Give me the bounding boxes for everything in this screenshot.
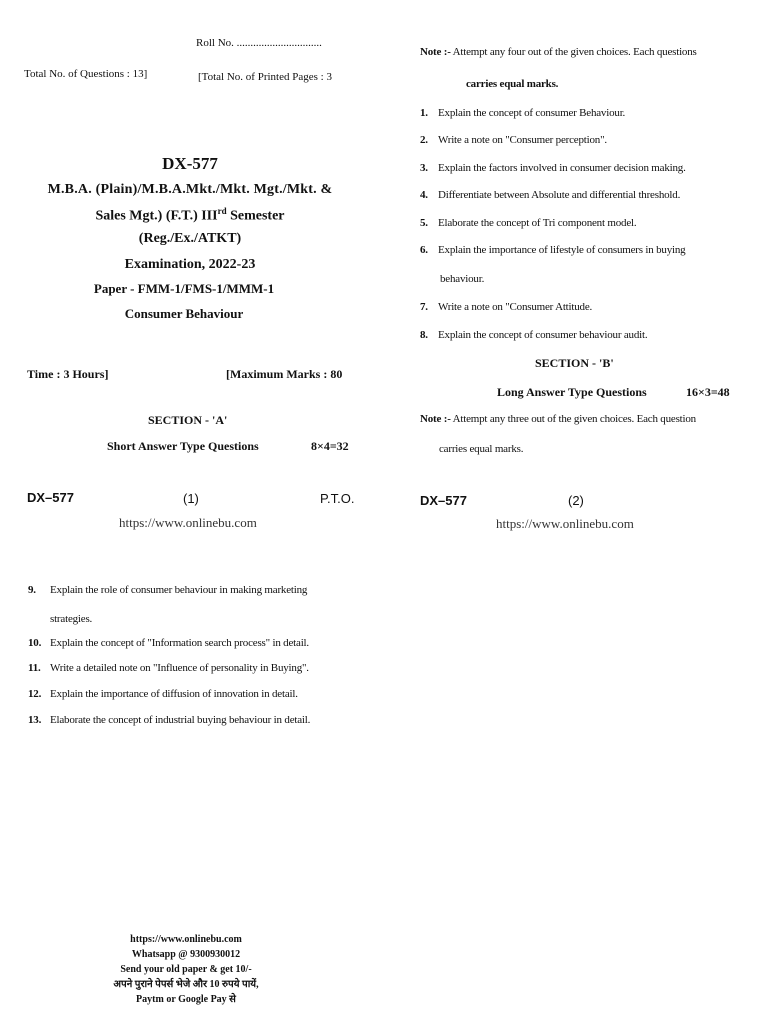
question-item [420, 329, 647, 341]
page1-url[interactable]: https://www.onlinebu.com [119, 515, 257, 530]
promo-line: अपने पुराने पेपर्स भेजे और 10 रुपये पायें, [113, 979, 259, 990]
promo-line: Whatsapp @ 9300930012 [131, 949, 241, 960]
question-text: Explain the importance of lifestyle of consumers in buying [438, 244, 686, 256]
exam-title: Examination, 2022-23 [124, 257, 256, 272]
note2-equal-marks: carries equal marks. [439, 443, 524, 455]
question-number: 3. [420, 162, 428, 174]
question-number: 4. [420, 189, 428, 201]
note-text: Attempt any four out of the given choices. Each questions [452, 46, 697, 58]
question-item [420, 244, 685, 256]
course-line-1: M.B.A. (Plain)/M.B.A.Mkt./Mkt. Mgt./Mkt. & [47, 182, 333, 197]
page2-footer-number: (2) [568, 493, 584, 508]
question-text: Explain the importance of diffusion of innovation in detail. [50, 688, 298, 700]
question-text: Write a note on "Consumer Attitude. [438, 301, 593, 313]
paper-name: Paper - FMM-1/FMS-1/MMM-1 [93, 281, 275, 296]
question-item [420, 162, 686, 174]
subject-title: Consumer Behaviour [124, 306, 244, 321]
paper-code: DX-577 [162, 154, 218, 173]
question-item [28, 637, 309, 649]
question-item [50, 613, 92, 625]
question-text: Write a detailed note on "Influence of personality in Buying". [50, 662, 309, 674]
question-text: Explain the factors involved in consumer decision making. [438, 162, 686, 174]
section-b-heading: SECTION - 'B' [535, 356, 614, 370]
question-item [420, 189, 680, 201]
question-item [440, 273, 484, 285]
note2-text: Attempt any three out of the given choices. Each question [452, 413, 696, 425]
question-text: Elaborate the concept of industrial buying behaviour in detail. [50, 714, 311, 726]
exam-time: Time : 3 Hours] [27, 367, 109, 381]
question-number: 12. [28, 688, 42, 700]
question-item [28, 688, 298, 700]
page1-footer-pto: P.T.O. [320, 491, 355, 506]
question-number: 8. [420, 329, 428, 341]
question-item [420, 301, 592, 313]
promo-line: Send your old paper & get 10/- [120, 964, 252, 975]
page1-footer-number: (1) [183, 491, 199, 506]
question-item [420, 107, 625, 119]
question-text: behaviour. [440, 273, 485, 285]
question-text: Explain the role of consumer behaviour in making marketing [50, 584, 308, 596]
question-number: 6. [420, 244, 428, 256]
long-answer-heading: Long Answer Type Questions [497, 385, 647, 399]
note-equal-marks: carries equal marks. [466, 78, 559, 90]
question-number: 9. [28, 584, 36, 596]
course-line-2 [20, 206, 360, 225]
page1-footer-code: DX–577 [27, 490, 74, 505]
long-answer-marks: 16×3=48 [686, 385, 730, 399]
roll-number: Roll No. ............................... [196, 37, 322, 49]
question-number: 1. [420, 107, 428, 119]
short-answer-heading: Short Answer Type Questions [107, 439, 259, 453]
question-item [28, 714, 310, 726]
question-text: Elaborate the concept of Tri component model. [438, 217, 637, 229]
section-a-heading: SECTION - 'A' [148, 413, 228, 427]
note-four-choices: Note :- Attempt any four out of the given choices. Each questions [420, 46, 697, 58]
question-item [420, 217, 636, 229]
course-line-2b: Semester [226, 208, 285, 224]
max-marks: [Maximum Marks : 80 [226, 367, 343, 381]
question-item [28, 662, 309, 674]
question-item [28, 584, 307, 596]
question-text: Write a note on "Consumer perception". [438, 134, 607, 146]
total-pages: [Total No. of Printed Pages : 3 [198, 71, 332, 83]
course-line-3: (Reg./Ex./ATKT) [138, 231, 242, 246]
question-number: 7. [420, 301, 428, 313]
question-text: strategies. [50, 613, 93, 625]
question-text: Explain the concept of consumer behaviour audit. [438, 329, 648, 341]
note-three-choices: Note :- Attempt any three out of the given choices. Each question [420, 413, 696, 425]
question-number: 10. [28, 637, 42, 649]
promo-line: Paytm or Google Pay से [136, 994, 236, 1005]
short-answer-marks: 8×4=32 [311, 439, 349, 453]
question-text: Explain the concept of consumer Behaviour. [438, 107, 626, 119]
question-number: 2. [420, 134, 428, 146]
promo-line[interactable]: https://www.onlinebu.com [130, 934, 242, 945]
question-number: 5. [420, 217, 428, 229]
page2-footer-code: DX–577 [420, 493, 467, 508]
course-line-2a: Sales Mgt.) (F.T.) III [95, 208, 218, 224]
promo-block [86, 932, 286, 1007]
question-item [420, 134, 607, 146]
total-questions: Total No. of Questions : 13] [24, 68, 148, 80]
question-number: 11. [28, 662, 41, 674]
question-text: Differentiate between Absolute and differential threshold. [438, 189, 681, 201]
question-number: 13. [28, 714, 42, 726]
question-text: Explain the concept of "Information search process" in detail. [50, 637, 309, 649]
course-superscript: rd [217, 206, 227, 216]
page2-url[interactable]: https://www.onlinebu.com [496, 516, 634, 531]
